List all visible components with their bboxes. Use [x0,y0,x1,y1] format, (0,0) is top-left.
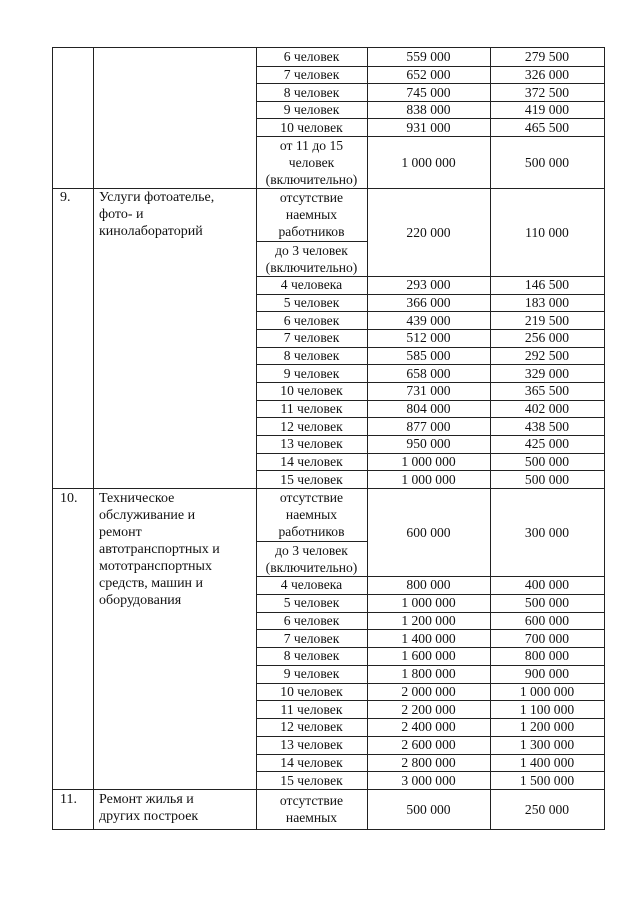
staff-count-cell: 13 человек [280,737,343,753]
staff-range-cell: от 11 до 15 человек (включительно) [265,137,358,187]
staff-upto3-cell: до 3 человек (включительно) [265,542,358,575]
staff-count-cell: 9 человек [283,102,340,117]
half-amount-cell: 219 500 [524,312,570,328]
amount-cell: 2 600 000 [401,737,456,753]
amount-cell: 1 600 000 [401,648,456,664]
staff-count-cell: 12 человек [280,418,343,434]
half-amount-cell: 329 000 [524,365,570,381]
amount-cell: 652 000 [406,67,451,82]
staff-count-cell: 14 человек [280,454,343,469]
half-amount-cell: 419 000 [524,102,570,117]
amount-cell: 439 000 [406,312,451,328]
half-amount-cell: 500 000 [524,154,570,170]
amount-cell: 731 000 [406,383,451,399]
half-amount-cell: 183 000 [524,295,570,310]
staff-count-cell: 10 человек [280,119,343,135]
half-amount-cell: 500 000 [524,454,570,469]
amount-cell: 2 200 000 [401,701,456,717]
amount-cell: 877 000 [406,418,451,434]
staff-count-cell: 5 человек [283,295,340,310]
half-amount-cell: 402 000 [524,401,570,416]
column-border [604,47,605,829]
half-amount-cell: 600 000 [524,612,570,628]
amount-cell: 500 000 [406,801,451,817]
staff-count-cell: 13 человек [280,436,343,452]
staff-count-cell: 15 человек [280,772,343,788]
half-amount-cell: 700 000 [524,630,570,646]
amount-cell: 293 000 [406,277,451,293]
table-bottom-rule [52,829,605,830]
half-amount-cell: 372 500 [524,84,570,100]
staff-count-cell: 8 человек [283,84,340,100]
staff-count-cell: 12 человек [280,719,343,735]
staff-count-cell: 11 человек [280,401,343,416]
amount-cell: 1 000 000 [401,154,456,170]
half-amount-cell: 110 000 [525,224,569,240]
service-name: Услуги фотоателье, фото- и кинолабораторий [99,190,215,239]
half-amount-cell: 800 000 [524,648,570,664]
staff-count-cell: 6 человек [283,612,340,628]
staff-count-cell: 4 человека [280,577,343,593]
amount-cell: 804 000 [406,401,451,416]
staff-count-cell: 7 человек [283,67,340,82]
amount-cell: 1 200 000 [401,612,456,628]
amount-cell: 931 000 [406,119,451,135]
amount-cell: 512 000 [406,330,451,346]
amount-cell: 559 000 [406,49,451,64]
staff-count-cell: 8 человек [283,348,340,363]
half-amount-cell: 465 500 [524,119,570,135]
half-amount-cell: 292 500 [524,348,570,363]
column-border [93,47,94,829]
amount-cell: 1 000 000 [401,595,456,611]
section-number: 10. [60,491,78,506]
half-amount-cell: 250 000 [524,801,570,817]
half-amount-cell: 300 000 [524,524,570,540]
staff-count-cell: 4 человека [280,277,343,293]
half-amount-cell: 1 500 000 [519,772,575,788]
amount-cell: 585 000 [406,348,451,363]
staff-count-cell: 10 человек [280,683,343,699]
half-amount-cell: 500 000 [524,471,570,487]
amount-cell: 1 400 000 [401,630,456,646]
service-name: Ремонт жилья и других построек [99,792,199,824]
staff-count-cell: 6 человек [283,49,340,64]
staff-count-cell: 14 человек [280,754,343,770]
amount-cell: 1 800 000 [401,666,456,682]
amount-cell: 745 000 [406,84,451,100]
column-border [52,47,53,829]
amount-cell: 838 000 [406,102,451,117]
half-amount-cell: 365 500 [524,383,570,399]
amount-cell: 800 000 [406,577,451,593]
amount-cell: 950 000 [406,436,451,452]
half-amount-cell: 1 000 000 [519,683,575,699]
half-amount-cell: 146 500 [524,277,570,293]
half-amount-cell: 438 500 [524,418,570,434]
staff-count-cell: 5 человек [283,595,340,611]
amount-cell: 220 000 [406,224,451,240]
half-amount-cell: 1 100 000 [519,701,575,717]
amount-cell: 366 000 [406,295,451,310]
amount-cell: 1 000 000 [401,454,456,469]
amount-cell: 600 000 [406,524,451,540]
half-amount-cell: 500 000 [524,595,570,611]
staff-none-cell: отсутствие наемных [279,793,344,825]
section-number: 11. [60,792,77,807]
staff-count-cell: 9 человек [283,666,340,682]
staff-count-cell: 11 человек [280,701,343,717]
amount-cell: 3 000 000 [401,772,456,788]
half-amount-cell: 1 200 000 [519,719,575,735]
half-amount-cell: 400 000 [524,577,570,593]
staff-none-cell: отсутствие наемных работников [278,490,345,539]
staff-count-cell: 6 человек [283,312,340,328]
service-name: Техническое обслуживание и ремонт автотранспортных и мототранспортных средств, машин и оборудования [99,491,220,608]
staff-count-cell: 8 человек [283,648,340,664]
half-amount-cell: 326 000 [524,67,570,82]
half-amount-cell: 1 400 000 [519,754,575,770]
staff-none-cell: отсутствие наемных работников [278,190,345,239]
amount-cell: 1 000 000 [401,471,456,487]
staff-count-cell: 7 человек [283,630,340,646]
half-amount-cell: 279 500 [524,49,570,64]
section-number: 9. [60,190,71,205]
staff-count-cell: 9 человек [283,365,340,381]
staff-count-cell: 7 человек [283,330,340,346]
staff-count-cell: 10 человек [280,383,343,399]
half-amount-cell: 256 000 [524,330,570,346]
amount-cell: 2 800 000 [401,754,456,770]
staff-upto3-cell: до 3 человек (включительно) [265,242,358,275]
amount-cell: 658 000 [406,365,451,381]
half-amount-cell: 425 000 [524,436,570,452]
half-amount-cell: 900 000 [524,666,570,682]
amount-cell: 2 000 000 [401,683,456,699]
amount-cell: 2 400 000 [401,719,456,735]
staff-count-cell: 15 человек [280,471,343,487]
half-amount-cell: 1 300 000 [519,737,575,753]
